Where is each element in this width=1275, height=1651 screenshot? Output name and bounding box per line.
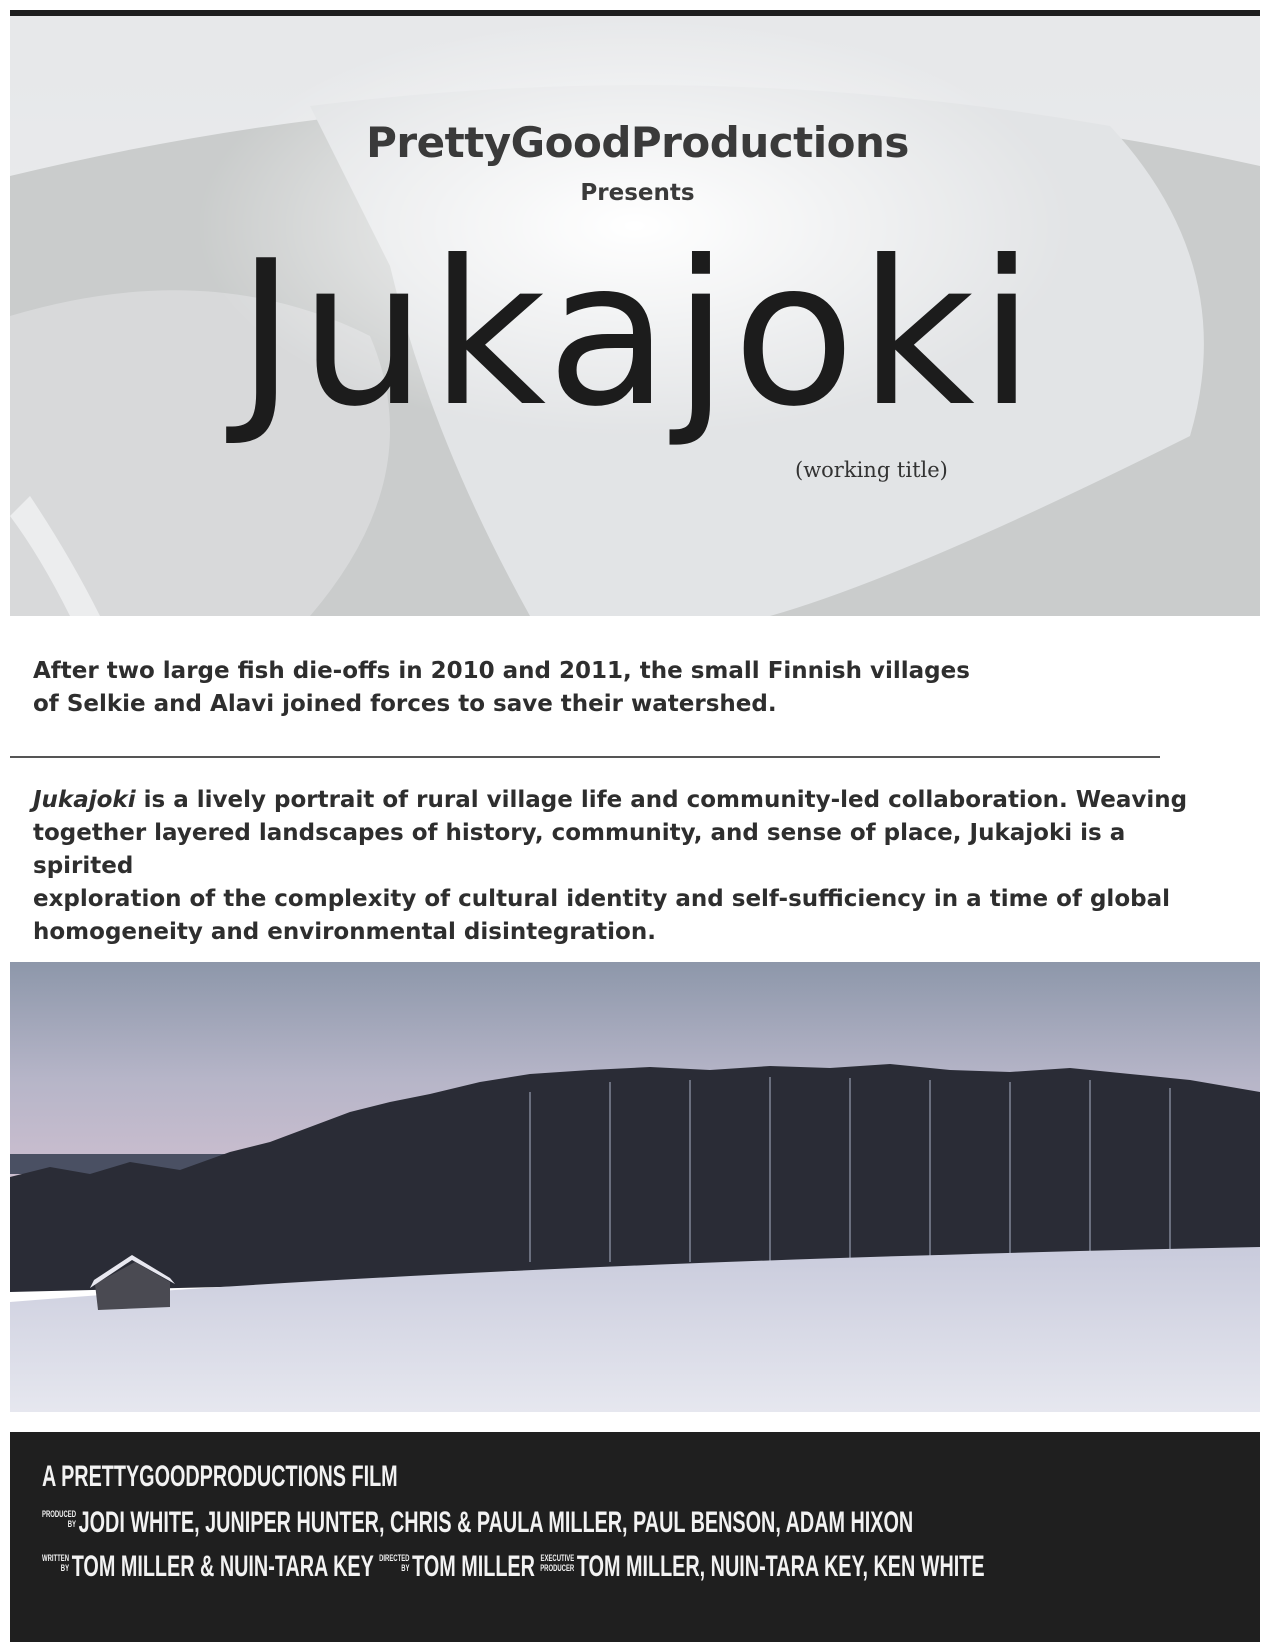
produced-by-label: PRODUCED BY bbox=[42, 1509, 77, 1529]
intro-paragraph bbox=[33, 655, 1033, 721]
directed-by-label: DIRECTED BY bbox=[379, 1553, 410, 1573]
synopsis-line: exploration of the complexity of cultural identity and self-sufficiency in a time of global bbox=[33, 886, 1170, 912]
synopsis-line bbox=[33, 784, 1233, 817]
film-title: Jukajoki bbox=[236, 218, 1039, 451]
intro-line: After two large fish die-offs in 2010 and 2011, the small Finnish villages bbox=[33, 658, 970, 684]
synopsis-line-rest: is a lively portrait of rural village life and community-led collaboration. Weaving bbox=[135, 787, 1188, 813]
intro-line: of Selkie and Alavi joined forces to save their watershed. bbox=[33, 691, 777, 717]
credits-block bbox=[10, 1432, 1260, 1642]
producers-credit-line bbox=[42, 1506, 918, 1540]
winter-landscape-graphic bbox=[10, 962, 1260, 1412]
synopsis-line: homogeneity and environmental disintegration. bbox=[33, 919, 656, 945]
executive-producers-names: TOM MILLER, NUIN-TARA KEY, KEN WHITE bbox=[576, 1550, 985, 1583]
synopsis-line: together layered landscapes of history, community, and sense of place, Jukajoki is a spirited bbox=[33, 820, 1126, 879]
writers-directors-credit-line bbox=[42, 1550, 990, 1584]
producers-names: JODI WHITE, JUNIPER HUNTER, CHRIS & PAULA MILLER, PAUL BENSON, ADAM HIXON bbox=[78, 1506, 914, 1539]
presenter-name: PrettyGoodProductions bbox=[366, 118, 909, 167]
executive-producer-label: EXECUTIVE PRODUCER bbox=[540, 1553, 575, 1573]
presents-label: Presents bbox=[580, 180, 695, 206]
director-name: TOM MILLER bbox=[412, 1550, 535, 1583]
written-by-label: WRITTEN BY bbox=[42, 1553, 70, 1573]
winter-landscape-photo bbox=[10, 962, 1260, 1412]
working-title-note: (working title) bbox=[795, 458, 948, 482]
synopsis-title-italic: Jukajoki bbox=[33, 787, 136, 813]
synopsis-paragraph bbox=[33, 784, 1233, 949]
film-by-credit: A PRETTYGOODPRODUCTIONS FILM bbox=[42, 1460, 398, 1493]
writers-names: TOM MILLER & NUIN-TARA KEY bbox=[71, 1550, 374, 1583]
section-divider bbox=[10, 756, 1160, 758]
